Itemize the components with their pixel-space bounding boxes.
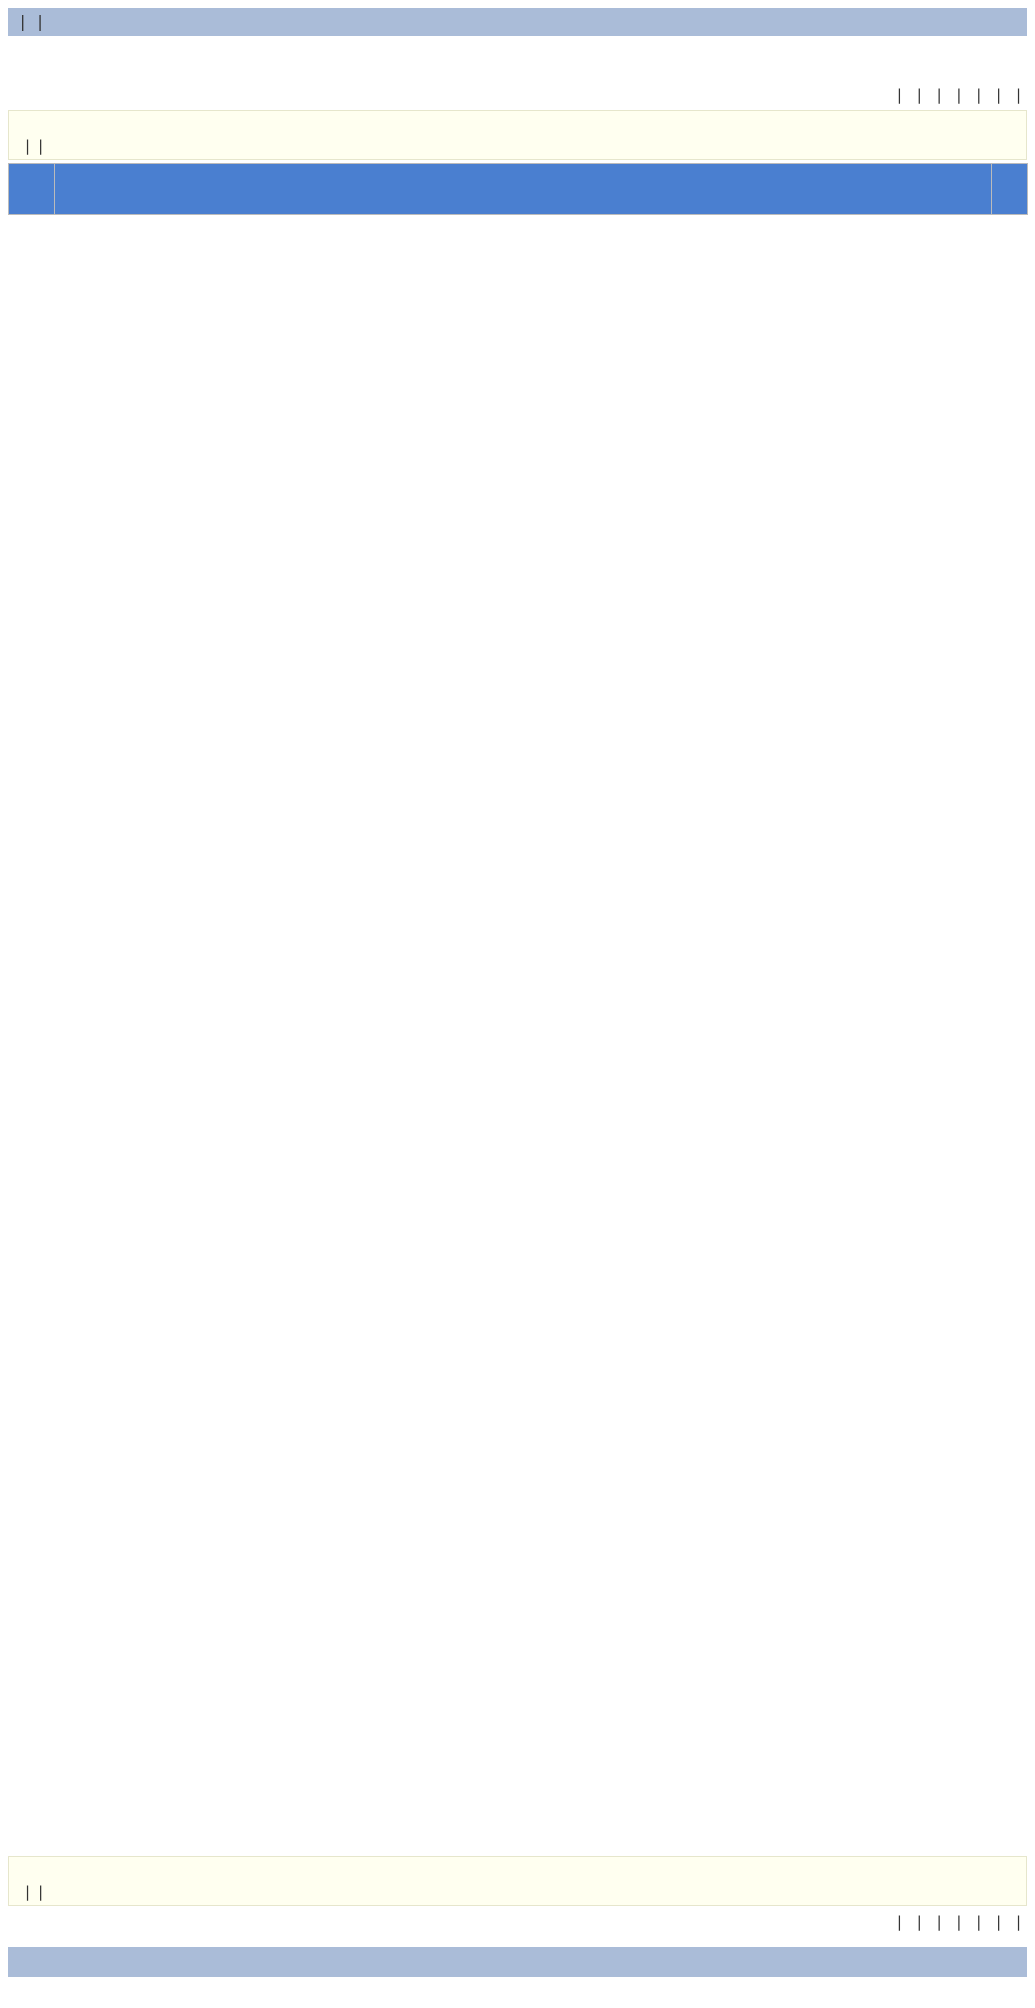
footer-bar: [8, 1947, 1027, 1977]
separator: |: [20, 12, 26, 31]
table-header-row: [9, 164, 1028, 215]
page-info-bottom: [8, 1856, 1027, 1906]
header-access: [992, 164, 1028, 215]
separator: |: [37, 12, 43, 31]
period-selector-top: | | | | | | |: [896, 86, 1021, 104]
pager-top: | |: [25, 137, 44, 155]
top-nav-bar: [8, 8, 1027, 36]
pager-bottom: | |: [25, 1883, 44, 1901]
page-title: [0, 63, 1035, 82]
header-rank: [9, 164, 55, 215]
header-title: [55, 164, 992, 215]
page-info-top: [8, 110, 1027, 160]
period-selector-bottom: | | | | | | |: [896, 1913, 1021, 1931]
ranking-table: [8, 163, 1028, 215]
